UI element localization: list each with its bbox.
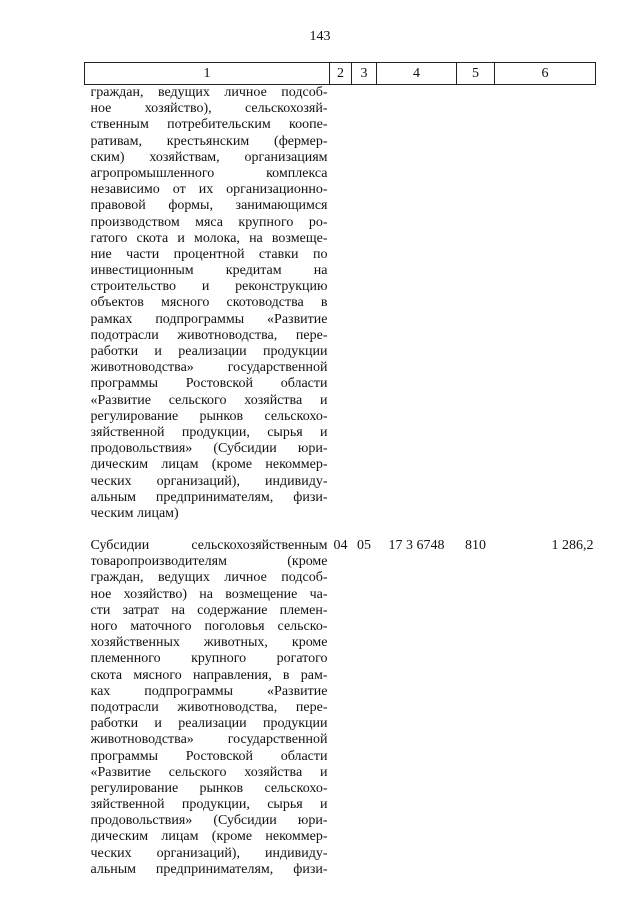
description-line: программы Ростовской области [90, 376, 328, 392]
description-line: ским) хозяйствам, организациям [90, 149, 328, 165]
description-line: ках подпрограммы «Развитие [90, 683, 328, 699]
column-header-1: 1 [85, 63, 330, 85]
description-line: зяйственной продукции, сырья и [90, 797, 328, 813]
row-target-item-code: 17 3 6748 [388, 538, 445, 554]
description-line: ственным потребительским коопе- [90, 117, 328, 133]
description-line: животноводства» государственной [90, 360, 328, 376]
description-line: работки и реализации продукции [90, 716, 328, 732]
description-line: регулирование рынков сельскохо- [90, 780, 328, 796]
row-section-code: 04 [333, 538, 348, 554]
row-expense-type-code: 810 [465, 538, 486, 554]
row-amount: 1 286,2 [551, 538, 594, 554]
table-row [85, 538, 596, 878]
description-line: гатого скота и молока, на возмеще- [90, 230, 328, 246]
description-line: граждан, ведущих личное подсоб- [90, 570, 328, 586]
description-line: «Развитие сельского хозяйства и [90, 392, 328, 408]
description-line: «Развитие сельского хозяйства и [90, 764, 328, 780]
description-line: альным предпринимателям, физи- [90, 861, 328, 877]
description-line: программы Ростовской области [90, 748, 328, 764]
description-line: продовольствия» (Субсидии юри- [90, 441, 328, 457]
description-line: подотрасли животноводства, пере- [90, 327, 328, 343]
description-line: подотрасли животноводства, пере- [90, 699, 328, 715]
description-line: ное хозяйство) на возмещение ча- [90, 586, 328, 602]
table-header-row [85, 63, 596, 85]
budget-table [84, 62, 596, 878]
row-subsection-code: 05 [357, 538, 371, 554]
column-header-5: 5 [457, 63, 495, 85]
description-line: дическим лицам (кроме некоммер- [90, 829, 328, 845]
description-line: агропромышленного комплекса [90, 165, 328, 181]
description-line: строительство и реконструкцию [90, 279, 328, 295]
table-row [85, 85, 596, 523]
description-line: зяйственной продукции, сырья и [90, 424, 328, 440]
row-section-code [330, 85, 352, 523]
description-line: ное хозяйство), сельскохозяй- [90, 101, 328, 117]
description-line: ние части процентной ставки по [90, 246, 328, 262]
description-line: ческих организаций), индивиду- [90, 473, 328, 489]
description-line: граждан, ведущих личное подсоб- [90, 85, 328, 100]
description-line: регулирование рынков сельскохо- [90, 408, 328, 424]
description-line: продовольствия» (Субсидии юри- [90, 813, 328, 829]
row-description [85, 85, 330, 523]
description-line: дическим лицам (кроме некоммер- [90, 457, 328, 473]
column-header-6: 6 [495, 63, 596, 85]
description-line: независимо от их организационно- [90, 182, 328, 198]
description-line: животноводства» государственной [90, 732, 328, 748]
column-header-3: 3 [352, 63, 377, 85]
description-line: ческим лицам) [90, 505, 179, 521]
row-target-item-code [377, 85, 457, 523]
description-line: правовой формы, занимающимся [90, 198, 328, 214]
row-amount [495, 85, 596, 523]
row-subsection-code [352, 85, 377, 523]
description-line: ративам, крестьянским (фермер- [90, 133, 328, 149]
description-line: альным предпринимателям, физи- [90, 489, 328, 505]
description-line: производством мяса крупного ро- [90, 214, 328, 230]
row-description [85, 538, 330, 878]
description-line: рамках подпрограммы «Развитие [90, 311, 328, 327]
description-line: ного маточного поголовья сельско- [90, 619, 328, 634]
description-line: скота мясного направления, в рам- [90, 667, 328, 683]
description-line: ческих организаций), индивиду- [90, 845, 328, 861]
description-line: хозяйственных животных, кроме [90, 635, 328, 651]
description-line: товаропроизводителям (кроме [90, 554, 328, 570]
column-header-4: 4 [377, 63, 457, 85]
page-number: 143 [309, 29, 331, 44]
description-line: объектов мясного скотоводства в [90, 295, 328, 311]
description-line: племенного крупного рогатого [90, 651, 328, 667]
row-expense-type-code [457, 85, 495, 523]
row-spacer [85, 522, 596, 538]
description-line: работки и реализации продукции [90, 344, 328, 359]
description-line: инвестиционным кредитам на [90, 263, 328, 279]
description-line: Субсидии сельскохозяйственным [90, 538, 328, 554]
column-header-2: 2 [330, 63, 352, 85]
description-line: сти затрат на содержание племен- [90, 602, 328, 618]
